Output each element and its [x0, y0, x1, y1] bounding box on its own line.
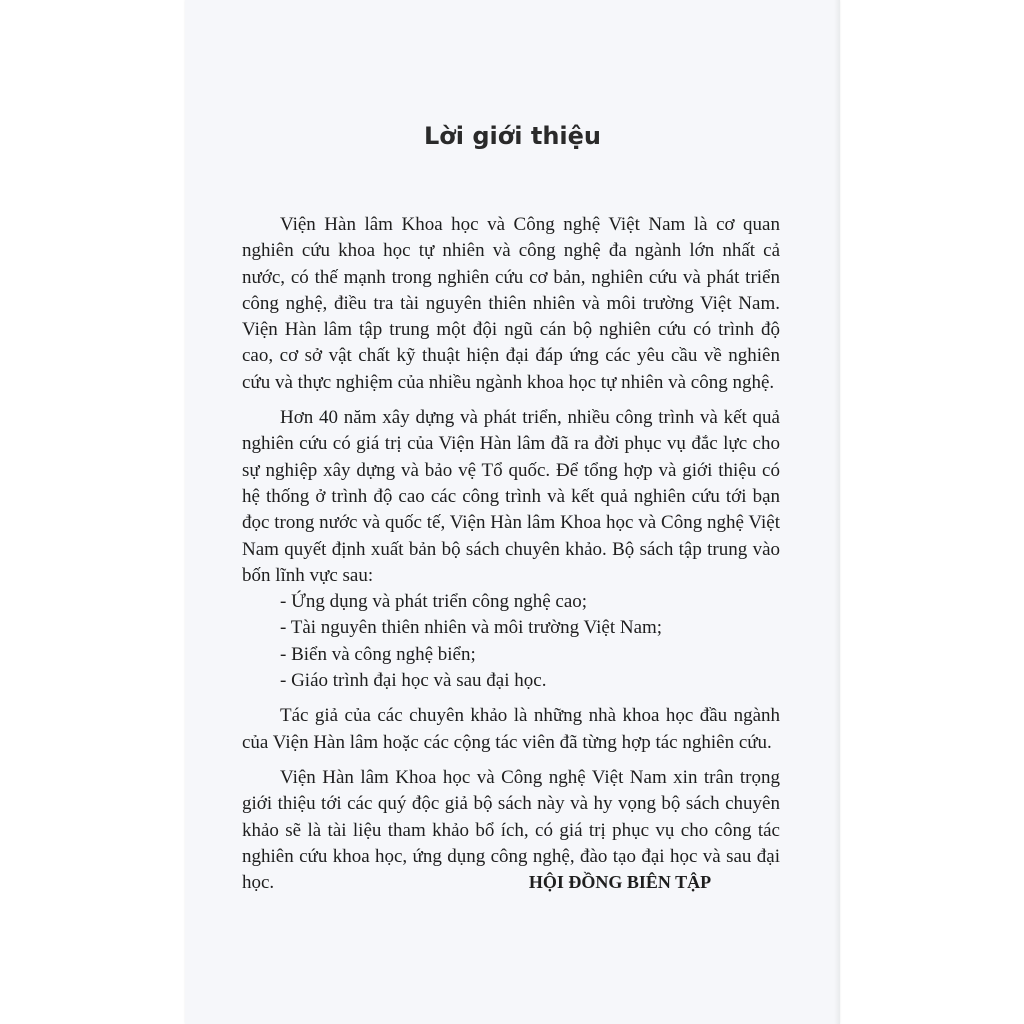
signature: HỘI ĐỒNG BIÊN TẬP: [528, 872, 712, 892]
list-item: - Ứng dụng và phát triển công nghệ cao;: [280, 591, 588, 613]
list-item: - Giáo trình đại học và sau đại học.: [280, 670, 547, 692]
page-title: Lời giới thiệu: [424, 122, 601, 150]
list-item: - Tài nguyên thiên nhiên và môi trường Việt Nam;: [280, 617, 663, 639]
field-list: [242, 589, 780, 694]
page-body: [242, 212, 780, 905]
paragraph-history: Hơn 40 năm xây dựng và phát triển, nhiều công trình và kết quả nghiên cứu có giá trị của Viện Hàn lâm đã ra đời phục vụ đắc lực cho sự nghiệp xây dựng và bảo vệ Tổ quốc. Để tổng hợp và giới thiệu có hệ thống ở trình độ cao các công trình và kết quả nghiên cứu tới bạn đọc trong nước và quốc tế, Viện Hàn lâm Khoa học và Công nghệ Việt Nam quyết định xuất bản bộ sách chuyên khảo. Bộ sách tập trung vào bốn lĩnh vực sau:: [242, 407, 780, 586]
paragraph-authors: Tác giả của các chuyên khảo là những nhà khoa học đầu ngành của Viện Hàn lâm hoặc các cộng tác viên đã từng hợp tác nghiên cứu.: [242, 705, 780, 753]
paragraph-intro: Viện Hàn lâm Khoa học và Công nghệ Việt Nam là cơ quan nghiên cứu khoa học tự nhiên và công nghệ đa ngành lớn nhất cả nước, có thế mạnh trong nghiên cứu cơ bản, nghiên cứu và phát triển công nghệ, điều tra tài nguyên thiên nhiên và môi trường Việt Nam. Viện Hàn lâm tập trung một đội ngũ cán bộ nghiên cứu có trình độ cao, cơ sở vật chất kỹ thuật hiện đại đáp ứng các yêu cầu về nghiên cứu và thực nghiệm của nhiều ngành khoa học tự nhiên và công nghệ.: [242, 214, 780, 393]
list-item: - Biển và công nghệ biển;: [280, 643, 476, 665]
paragraph-closing: Viện Hàn lâm Khoa học và Công nghệ Việt Nam xin trân trọng giới thiệu tới các quý độc giả bộ sách này và hy vọng bộ sách chuyên khảo sẽ là tài liệu tham khảo bổ ích, có giá trị phục vụ cho công tác nghiên cứu khoa học, ứng dụng công nghệ, đào tạo đại học và sau đại học.: [242, 766, 780, 894]
book-page: [185, 0, 840, 1024]
